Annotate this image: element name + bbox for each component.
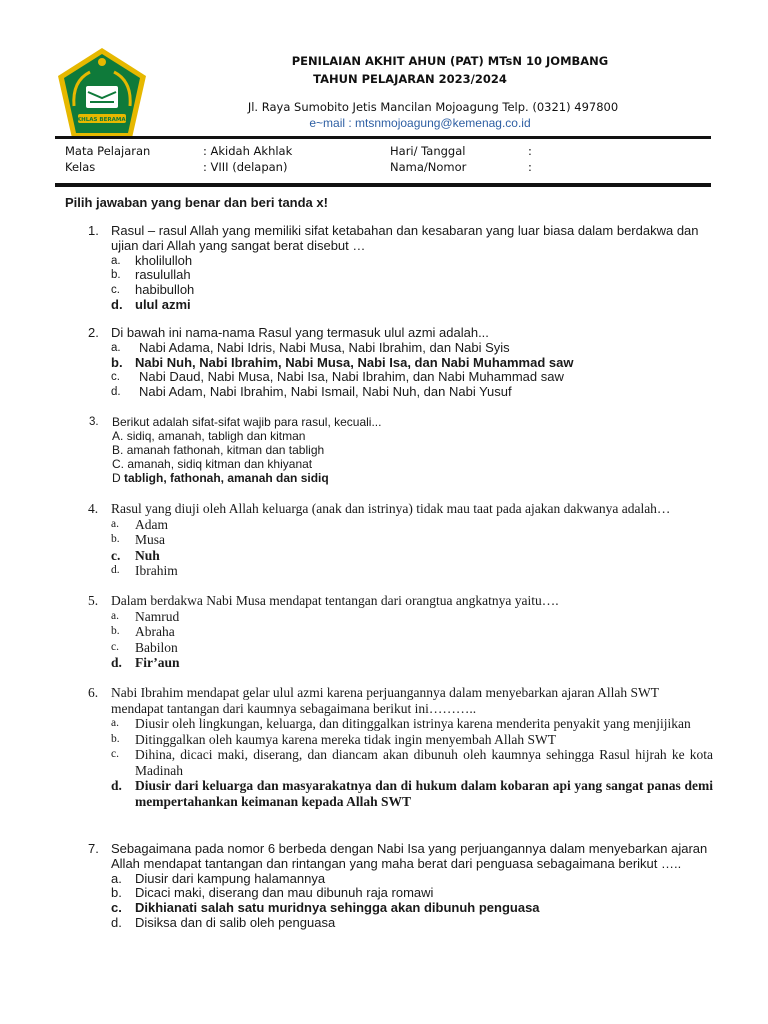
options <box>111 872 713 931</box>
option-letter: b. <box>111 269 121 282</box>
option-letter: b. <box>111 354 123 370</box>
option-a <box>111 716 713 732</box>
option-a <box>111 517 713 533</box>
question-text: Sebagaimana pada nomor 6 berbeda dengan Nabi Isa yang perjuangannya dalam menyebarkan ajaran Allah mendapat tantangan dan rintangan yang maha berat dari penguasa sebagaimana berikut ….. <box>111 841 708 871</box>
option-letter: d. <box>111 564 120 576</box>
option-b <box>111 356 713 371</box>
option-text: Disiksa dan di salib oleh penguasa <box>135 914 336 930</box>
divider-top <box>55 136 711 139</box>
option-a <box>112 429 737 443</box>
option-letter: C. <box>112 457 124 471</box>
option-a <box>111 872 713 887</box>
question-text: Di bawah ini nama-nama Rasul yang termasuk ulul azmi adalah... <box>111 325 489 340</box>
date-value: : <box>528 144 532 158</box>
option-d <box>111 385 713 400</box>
option-text: Dikhianati salah satu muridnya sehingga akan dibunuh penguasa <box>135 900 540 916</box>
option-b <box>111 886 713 901</box>
option-letter: c. <box>111 900 122 916</box>
options <box>111 254 713 313</box>
option-letter: a. <box>111 517 119 530</box>
question-4 <box>88 501 713 579</box>
letterhead <box>150 54 710 130</box>
option-text: Abraha <box>135 624 175 639</box>
option-text: ulul azmi <box>135 296 191 312</box>
option-c <box>111 901 713 916</box>
option-b <box>111 624 713 640</box>
option-d <box>111 916 713 931</box>
option-letter: a. <box>111 609 119 622</box>
option-text: tabligh, fathonah, amanah dan sidiq <box>124 471 329 485</box>
subject-label: Mata Pelajaran <box>65 144 151 158</box>
option-text: Nabi Daud, Nabi Musa, Nabi Isa, Nabi Ibrahim, dan Nabi Muhammad saw <box>139 369 564 385</box>
option-letter: B. <box>112 443 124 457</box>
option-text: rasulullah <box>135 267 191 283</box>
option-text: Nuh <box>135 547 160 563</box>
question-1 <box>88 224 713 313</box>
option-text: amanah fathonah, kitman dan tabligh <box>126 443 325 457</box>
option-text: habibulloh <box>135 282 195 298</box>
question-text: Rasul yang diuji oleh Allah keluarga (anak dan istrinya) tidak mau taat pada ajakan dakwanya adalah… <box>111 501 671 516</box>
question-text: Berikut adalah sifat-sifat wajib para rasul, kecuali... <box>112 415 382 429</box>
question-5 <box>88 593 713 671</box>
option-c <box>111 370 713 385</box>
option-letter: c. <box>111 748 119 760</box>
option-text: Nabi Adam, Nabi Ibrahim, Nabi Ismail, Nabi Nuh, dan Nabi Yusuf <box>139 384 512 400</box>
option-text: Ibrahim <box>135 563 178 578</box>
option-letter: b. <box>111 533 120 545</box>
exam-title: PENILAIAN AKHIT AHUN (PAT) MTsN 10 JOMBANG <box>291 54 609 68</box>
question-number: 6. <box>88 685 99 700</box>
info-row-2 <box>65 160 705 176</box>
option-d <box>112 471 737 485</box>
question-number: 4. <box>88 501 99 516</box>
option-text: Diusir dari keluarga dan masyarakatnya dan di hukum dalam kobaran api yang sangat panas demi mempertahankan keimanan kepada Allah SWT <box>135 778 713 809</box>
options <box>111 341 713 400</box>
option-a <box>111 254 713 269</box>
option-c <box>111 548 713 564</box>
question-2 <box>88 326 713 400</box>
question-7 <box>88 842 713 931</box>
kemenag-logo <box>52 46 152 146</box>
question-6 <box>88 685 713 809</box>
option-text: sidiq, amanah, tabligh dan kitman <box>126 429 306 443</box>
option-letter: d. <box>111 296 123 312</box>
option-text: Nabi Adama, Nabi Idris, Nabi Musa, Nabi Ibrahim, dan Nabi Syis <box>139 339 510 355</box>
info-row-1 <box>65 144 705 160</box>
option-a <box>111 341 713 356</box>
option-c <box>112 457 737 471</box>
option-d <box>111 778 713 809</box>
option-letter: a. <box>111 341 121 354</box>
question-number: 2. <box>88 325 99 340</box>
option-c <box>111 640 713 656</box>
instruction: Pilih jawaban yang benar dan beri tanda x! <box>65 195 328 210</box>
question-text: Nabi Ibrahim mendapat gelar ulul azmi karena perjuangannya dalam menyebarkan ajaran Allah SWT mendapat tantangan dari kaumnya sebagaimana berikut ini……….. <box>111 685 659 716</box>
option-letter: c. <box>111 371 120 384</box>
option-letter: c. <box>111 284 120 297</box>
option-text: Dicaci maki, diserang dan mau dibunuh raja romawi <box>135 885 434 901</box>
option-b <box>111 532 713 548</box>
option-letter: d. <box>111 778 122 793</box>
question-3 <box>89 415 737 485</box>
option-letter: c. <box>111 547 121 563</box>
logo-text: IKHLAS BERAMAL <box>74 117 130 123</box>
option-text: Musa <box>135 532 165 547</box>
school-address: Jl. Raya Sumobito Jetis Mancilan Mojoagung Telp. (0321) 497800 <box>247 100 619 114</box>
option-b <box>111 268 713 283</box>
option-d <box>111 563 713 579</box>
question-number: 5. <box>88 593 99 608</box>
option-text: Ditinggalkan oleh kaumya karena mereka tidak ingin menyembah Allah SWT <box>135 731 556 747</box>
option-text: Namrud <box>135 608 180 624</box>
option-text: Dihina, dicaci maki, diserang, dan diancam akan dibunuh oleh kaumnya sehingga Rasul hijrah ke kota Madinah <box>135 747 713 778</box>
option-c <box>111 747 713 778</box>
option-text: kholilulloh <box>135 252 193 268</box>
option-b <box>112 443 737 457</box>
option-letter: A. <box>112 429 124 443</box>
option-letter: a. <box>111 254 121 267</box>
subject-value: : Akidah Akhlak <box>203 144 293 158</box>
class-value: : VIII (delapan) <box>203 160 288 174</box>
option-letter: D <box>112 471 121 485</box>
question-text: Dalam berdakwa Nabi Musa mendapat tentangan dari orangtua angkatnya yaitu…. <box>111 593 559 608</box>
academic-year: TAHUN PELAJARAN 2023/2024 <box>313 72 507 86</box>
school-email: e~mail : mtsnmojoagung@kemenag.co.id <box>309 116 531 130</box>
exam-info <box>65 144 705 176</box>
option-a <box>111 609 713 625</box>
option-d <box>111 298 713 313</box>
option-letter: a. <box>111 717 119 729</box>
date-label: Hari/ Tanggal <box>390 144 466 158</box>
options <box>112 429 737 485</box>
question-number: 1. <box>88 223 99 238</box>
option-text: Nabi Nuh, Nabi Ibrahim, Nabi Musa, Nabi Isa, dan Nabi Muhammad saw <box>135 354 574 370</box>
option-letter: a. <box>111 870 122 886</box>
option-text: amanah, sidiq kitman dan khiyanat <box>127 457 313 471</box>
option-text: Diusir dari kampung halamannya <box>135 870 326 886</box>
option-b <box>111 732 713 748</box>
option-d <box>111 655 713 671</box>
name-value: : <box>528 160 532 174</box>
option-c <box>111 283 713 298</box>
options <box>111 609 713 671</box>
option-text: Diusir oleh lingkungan, keluarga, dan ditinggalkan istrinya karena menderita penyakit yang menjijikan <box>135 716 691 731</box>
option-letter: b. <box>111 732 120 745</box>
option-letter: d. <box>111 655 122 670</box>
option-letter: b. <box>111 885 122 901</box>
name-label: Nama/Nomor <box>390 160 467 174</box>
option-letter: c. <box>111 640 119 653</box>
option-letter: d. <box>111 386 121 399</box>
options <box>111 716 713 809</box>
option-text: Babilon <box>135 639 178 655</box>
question-number: 7. <box>88 841 99 856</box>
option-letter: b. <box>111 625 120 637</box>
option-text: Adam <box>135 516 168 532</box>
class-label: Kelas <box>65 160 96 174</box>
question-number: 3. <box>89 416 99 428</box>
question-text: Rasul – rasul Allah yang memiliki sifat ketabahan dan kesabaran yang luar biasa dalam berdakwa dan ujian dari Allah yang sangat berat disebut … <box>111 223 699 253</box>
option-letter: d. <box>111 914 122 930</box>
option-text: Fir’aun <box>135 655 180 670</box>
divider-bottom <box>55 183 711 187</box>
options <box>111 517 713 579</box>
